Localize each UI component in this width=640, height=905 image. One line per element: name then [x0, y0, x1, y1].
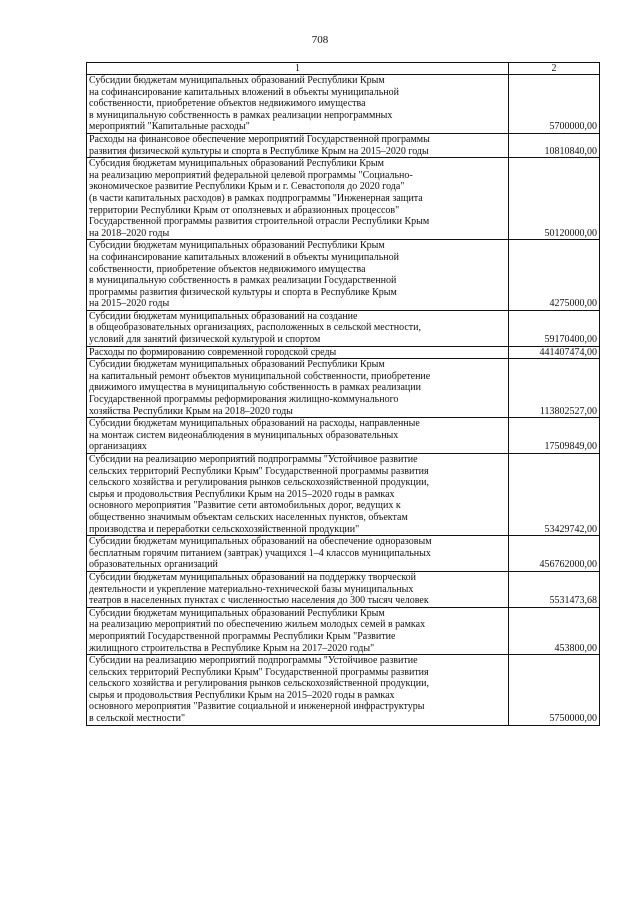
description-line: основного мероприятия "Развитие социальной и инженерной инфраструктуры — [89, 701, 425, 713]
row-description — [87, 75, 509, 134]
description-line: хозяйства Республики Крым на 2018–2020 годы — [89, 405, 293, 417]
description-line: на софинансирование капитальных вложений в объекты муниципальной — [89, 251, 399, 263]
description-line: в муниципальную собственность в рамках реализации Государственной — [89, 275, 397, 287]
table-row — [87, 536, 600, 572]
description-line: на 2018–2020 годы — [89, 227, 170, 239]
description-line: собственности, приобретение объектов недвижимого имущества — [89, 98, 366, 110]
description-line: основного мероприятия "Развитие сети автомобильных дорог, ведущих к — [89, 500, 401, 512]
row-amount: 4275000,00 — [509, 240, 600, 311]
table-row — [87, 310, 600, 346]
row-amount: 17509849,00 — [509, 418, 600, 454]
description-line: Государственной программы развития строительной отрасли Республики Крым — [89, 216, 430, 228]
table-header-row — [87, 63, 600, 75]
description-line: на реализацию мероприятий федеральной целевой программы "Социально- — [89, 169, 413, 181]
description-line: сельских территорий Республики Крым" Государственной программы развития — [89, 666, 429, 678]
description-line: Субсидии бюджетам муниципальных образований Республики Крым — [89, 607, 385, 619]
description-line: Субсидии бюджетам муниципальных образований на обеспечение одноразовым — [89, 536, 432, 548]
row-amount: 5700000,00 — [509, 75, 600, 134]
description-line: на капитальный ремонт объектов муниципальной собственности, приобретение — [89, 370, 431, 382]
description-line: Субсидии бюджетам муниципальных образований на создание — [89, 310, 358, 322]
row-amount: 441407474,00 — [509, 346, 600, 359]
description-line: Субсидия бюджетам муниципальных образований Республики Крым — [89, 158, 384, 170]
description-line: сырья и продовольствия Республики Крым на 2015–2020 годы в рамках — [89, 689, 395, 701]
description-line: в общеобразовательных организациях, расположенных в сельской местности, — [89, 322, 421, 334]
table-row — [87, 571, 600, 607]
description-line: развития физической культуры и спорта в Республике Крым на 2015–2020 годы — [89, 145, 429, 157]
row-amount: 59170400,00 — [509, 310, 600, 346]
description-line: (в части капитальных расходов) в рамках подпрограммы "Инженерная защита — [89, 192, 423, 204]
row-amount: 10810840,00 — [509, 133, 600, 157]
description-line: Расходы по формированию современной городской среды — [89, 346, 337, 358]
description-line: на 2015–2020 годы — [89, 298, 170, 310]
description-line: движимого имущества в муниципальную собственность в рамках реализации — [89, 382, 421, 394]
row-description — [87, 607, 509, 654]
column-header-description: 1 — [87, 63, 509, 75]
table-row — [87, 240, 600, 311]
description-line: на реализацию мероприятий по обеспечению жильем молодых семей в рамках — [89, 619, 426, 631]
description-line: Субсидии бюджетам муниципальных образований Республики Крым — [89, 359, 385, 371]
table-row — [87, 418, 600, 454]
description-line: мероприятий "Капитальные расходы" — [89, 121, 250, 133]
row-description — [87, 310, 509, 346]
description-line: Субсидии бюджетам муниципальных образований на расходы, направленные — [89, 418, 420, 430]
column-header-amount: 2 — [509, 63, 600, 75]
description-line: на монтаж систем видеонаблюдения в муниципальных образовательных — [89, 429, 399, 441]
description-line: Субсидии бюджетам муниципальных образований Республики Крым — [89, 75, 385, 86]
description-line: театров в населенных пунктах с численностью населения до 300 тысяч человек — [89, 595, 429, 607]
description-line: сельских территорий Республики Крым" Государственной программы развития — [89, 465, 429, 477]
table-row — [87, 359, 600, 418]
description-line: сельского хозяйства и регулирования рынков сельскохозяйственной продукции, — [89, 678, 429, 690]
row-description — [87, 655, 509, 726]
description-line: бесплатным горячим питанием (завтрак) учащихся 1–4 классов муниципальных — [89, 547, 431, 559]
description-line: производства и переработки сельскохозяйственной продукции" — [89, 523, 360, 535]
row-amount: 453800,00 — [509, 607, 600, 654]
row-description — [87, 536, 509, 572]
row-description — [87, 158, 509, 240]
row-description — [87, 359, 509, 418]
row-description — [87, 240, 509, 311]
table-row — [87, 158, 600, 240]
table-row — [87, 346, 600, 359]
row-description — [87, 133, 509, 157]
description-line: собственности, приобретение объектов недвижимого имущества — [89, 263, 366, 275]
description-line: Субсидии на реализацию мероприятий подпрограммы "Устойчивое развитие — [89, 454, 418, 465]
budget-table — [86, 62, 600, 726]
description-line: жилищного строительства в Республике Крым на 2017–2020 годы" — [89, 642, 375, 654]
description-line: образовательных организаций — [89, 559, 218, 571]
description-line: Государственной программы реформирования жилищно-коммунального — [89, 394, 399, 406]
table-row — [87, 133, 600, 157]
description-line: сельского хозяйства и регулирования рынков сельскохозяйственной продукции, — [89, 477, 429, 489]
description-line: территории Республики Крым от оползневых и абразионных процессов" — [89, 204, 400, 216]
table-row — [87, 454, 600, 536]
row-description — [87, 418, 509, 454]
row-amount: 113802527,00 — [509, 359, 600, 418]
row-description — [87, 346, 509, 359]
description-line: программы развития физической культуры и спорта в Республике Крым — [89, 286, 397, 298]
page-number: 708 — [311, 34, 329, 46]
row-amount: 50120000,00 — [509, 158, 600, 240]
description-line: Расходы на финансовое обеспечение мероприятий Государственной программы — [89, 133, 430, 145]
row-description — [87, 454, 509, 536]
description-line: общественно значимым объектам сельских населенных пунктов, объектам — [89, 511, 408, 523]
table-row — [87, 75, 600, 134]
description-line: в сельской местности" — [89, 713, 186, 725]
row-amount: 456762000,00 — [509, 536, 600, 572]
description-line: экономическое развитие Республики Крым и г. Севастополя до 2020 года" — [89, 181, 405, 193]
table-row — [87, 655, 600, 726]
description-line: Субсидии на реализацию мероприятий подпрограммы "Устойчивое развитие — [89, 655, 418, 667]
row-amount: 5750000,00 — [509, 655, 600, 726]
description-line: мероприятий Государственной программы Республики Крым "Развитие — [89, 630, 396, 642]
table-body — [87, 75, 600, 726]
description-line: на софинансирование капитальных вложений в объекты муниципальной — [89, 86, 399, 98]
row-amount: 5531473,68 — [509, 571, 600, 607]
table-row — [87, 607, 600, 654]
description-line: Субсидии бюджетам муниципальных образований Республики Крым — [89, 240, 385, 252]
row-description — [87, 571, 509, 607]
description-line: условий для занятий физической культурой и спортом — [89, 334, 321, 346]
row-amount: 53429742,00 — [509, 454, 600, 536]
description-line: Субсидии бюджетам муниципальных образований на поддержку творческой — [89, 571, 417, 583]
description-line: организациях — [89, 441, 147, 453]
description-line: в муниципальную собственность в рамках реализации непрограммных — [89, 109, 393, 121]
description-line: деятельности и укрепление материально-технической базы муниципальных — [89, 583, 414, 595]
description-line: сырья и продовольствия Республики Крым на 2015–2020 годы в рамках — [89, 488, 395, 500]
